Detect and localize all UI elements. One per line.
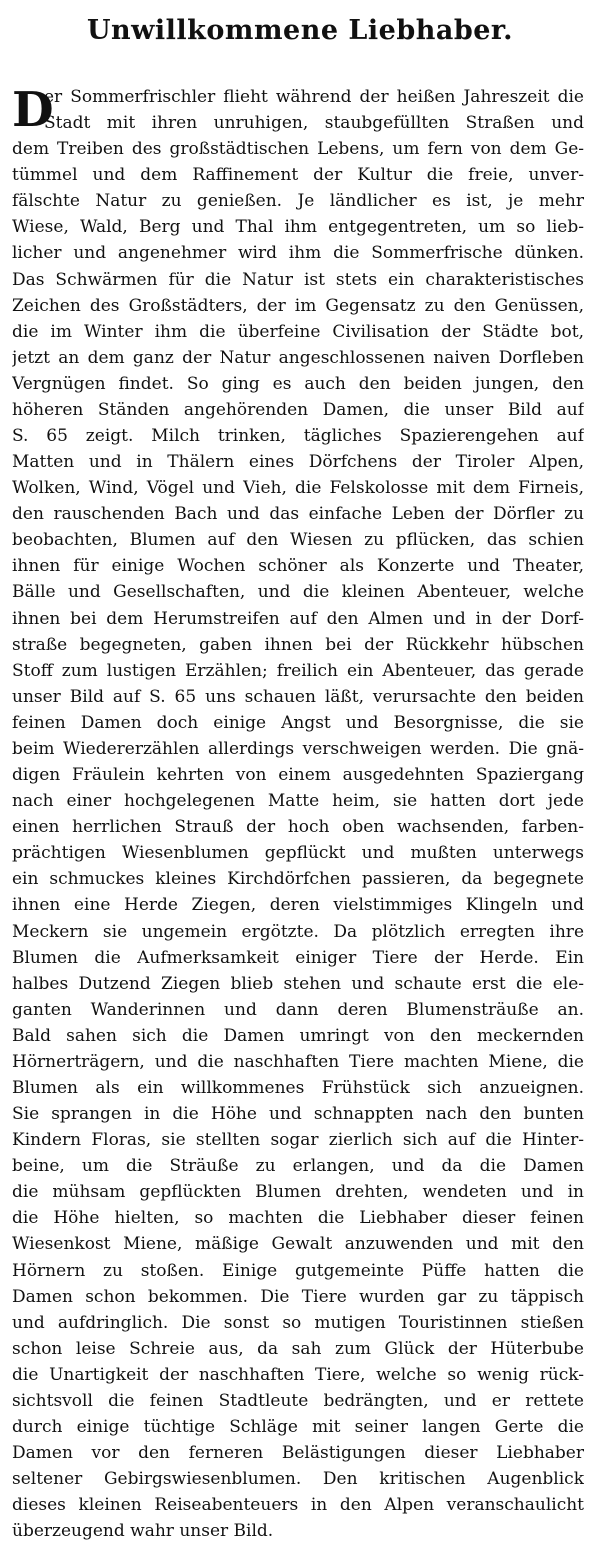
article-line: Damen vor den ferneren Belästigungen dieser Liebhaber — [12, 1443, 584, 1464]
article-line: beim Wiedererzählen allerdings verschweigen werden. Die gnä- — [12, 738, 584, 759]
article-line: Bälle und Gesellschaften, und die kleinen Abenteuer, welche — [12, 582, 584, 603]
article-line: Vergnügen findet. So ging es auch den beiden jungen, den — [12, 373, 584, 394]
article-line: feinen Damen doch einige Angst und Besorgnisse, die sie — [12, 712, 584, 733]
article-title: Unwillkommene Liebhaber. — [86, 15, 514, 46]
article-line: die Unartigkeit der naschhaften Tiere, welche so wenig rück- — [12, 1364, 584, 1385]
article-line: Hörnerträgern, und die naschhaften Tiere machten Miene, die — [12, 1051, 584, 1072]
article-line: schon leise Schreie aus, da sah zum Glück der Hüterbube — [12, 1338, 584, 1359]
article-line: die mühsam gepflückten Blumen drehten, wendeten und in — [12, 1182, 584, 1203]
article-line: Bald sahen sich die Damen umringt von den meckernden — [12, 1025, 584, 1046]
article-line: Kindern Floras, sie stellten sogar zierlich sich auf die Hinter- — [12, 1130, 584, 1151]
article-line: höheren Ständen angehörenden Damen, die unser Bild auf — [12, 399, 584, 420]
article-line: tümmel und dem Raffinement der Kultur die freie, unver- — [12, 165, 584, 186]
article-line: die im Winter ihm die überfeine Civilisation der Städte bot, — [12, 321, 584, 342]
article-line: durch einige tüchtige Schläge mit seiner langen Gerte die — [12, 1416, 584, 1437]
article-line: digen Fräulein kehrten von einem ausgedehnten Spaziergang — [12, 765, 584, 786]
article-line: Blumen als ein willkommenes Frühstück sich anzueignen. — [12, 1077, 584, 1098]
article-line: beobachten, Blumen auf den Wiesen zu pflücken, das schien — [12, 530, 584, 551]
article-line: seltener Gebirgswiesenblumen. Den kritischen Augenblick — [12, 1469, 584, 1490]
article-line: licher und angenehmer wird ihm die Sommerfrische dünken. — [12, 243, 584, 264]
article-line: Blumen die Aufmerksamkeit einiger Tiere der Herde. Ein — [12, 947, 584, 968]
article-line: straße begegneten, gaben ihnen bei der Rückkehr hübschen — [12, 634, 584, 655]
article-line: ihnen bei dem Herumstreifen auf den Almen und in der Dorf- — [12, 608, 584, 629]
article-body — [12, 84, 584, 1544]
article-line: dieses kleinen Reiseabenteuers in den Alpen veranschaulicht — [12, 1495, 584, 1516]
article-line: nach einer hochgelegenen Matte heim, sie hatten dort jede — [12, 791, 584, 812]
article-line: den rauschenden Bach und das einfache Leben der Dörfler zu — [12, 504, 584, 525]
article-line: Wiese, Wald, Berg und Thal ihm entgegentreten, um so lieb- — [12, 217, 584, 238]
article-line: Wolken, Wind, Vögel und Vieh, die Felskolosse mit dem Firneis, — [12, 478, 584, 499]
article-line: überzeugend wahr unser Bild. — [12, 1521, 274, 1542]
article-line: und aufdringlich. Die sonst so mutigen Touristinnen stießen — [12, 1312, 584, 1333]
article-line: Stoff zum lustigen Erzählen; freilich ein Abenteuer, das gerade — [12, 660, 584, 681]
article-line: ein schmuckes kleines Kirchdörfchen passieren, da begegnete — [12, 869, 584, 890]
article-line: jetzt an dem ganz der Natur angeschlossenen naiven Dorfleben — [12, 347, 584, 368]
article-line: Sie sprangen in die Höhe und schnappten nach den bunten — [12, 1104, 584, 1125]
article-line: unser Bild auf S. 65 uns schauen läßt, verursachte den beiden — [12, 686, 584, 707]
article-line: Wiesenkost Miene, mäßige Gewalt anzuwenden und mit den — [12, 1234, 584, 1255]
article-line: die Höhe hielten, so machten die Liebhaber dieser feinen — [12, 1208, 584, 1229]
article-line: ihnen eine Herde Ziegen, deren vielstimmiges Klingeln und — [12, 895, 584, 916]
article-line: prächtigen Wiesenblumen gepflückt und mußten unterwegs — [12, 843, 584, 864]
article-line: Das Schwärmen für die Natur ist stets ein charakteristisches — [12, 269, 584, 290]
article-line: einen herrlichen Strauß der hoch oben wachsenden, farben- — [12, 817, 584, 838]
article-line: beine, um die Sträuße zu erlangen, und da die Damen — [12, 1156, 584, 1177]
article-line: Damen schon bekommen. Die Tiere wurden gar zu täppisch — [12, 1286, 584, 1307]
article-line: Stadt mit ihren unruhigen, staubgefüllten Straßen und — [44, 113, 584, 134]
article-line: S. 65 zeigt. Milch trinken, tägliches Spazierengehen auf — [12, 426, 584, 447]
article-line: sichtsvoll die feinen Stadtleute bedrängten, und er rettete — [12, 1390, 584, 1411]
article-line: halbes Dutzend Ziegen blieb stehen und schaute erst die ele- — [12, 973, 584, 994]
drop-cap-letter: D — [12, 82, 54, 138]
article-line: Matten und in Thälern eines Dörfchens der Tiroler Alpen, — [12, 452, 584, 473]
article-line: er Sommerfrischler flieht während der heißen Jahreszeit die — [44, 87, 584, 107]
article-line: ganten Wanderinnen und dann deren Blumensträuße an. — [12, 999, 584, 1020]
article-line: ihnen für einige Wochen schöner als Konzerte und Theater, — [12, 556, 584, 577]
article-line: Meckern sie ungemein ergötzte. Da plötzlich erregten ihre — [12, 921, 584, 942]
article-line: fälschte Natur zu genießen. Je ländlicher es ist, je mehr — [12, 191, 584, 212]
article-line: Zeichen des Großstädters, der im Gegensatz zu den Genüssen, — [12, 295, 584, 316]
article-line: Hörnern zu stoßen. Einige gutgemeinte Püffe hatten die — [12, 1260, 584, 1281]
article-line: dem Treiben des großstädtischen Lebens, um fern von dem Ge- — [12, 139, 584, 160]
